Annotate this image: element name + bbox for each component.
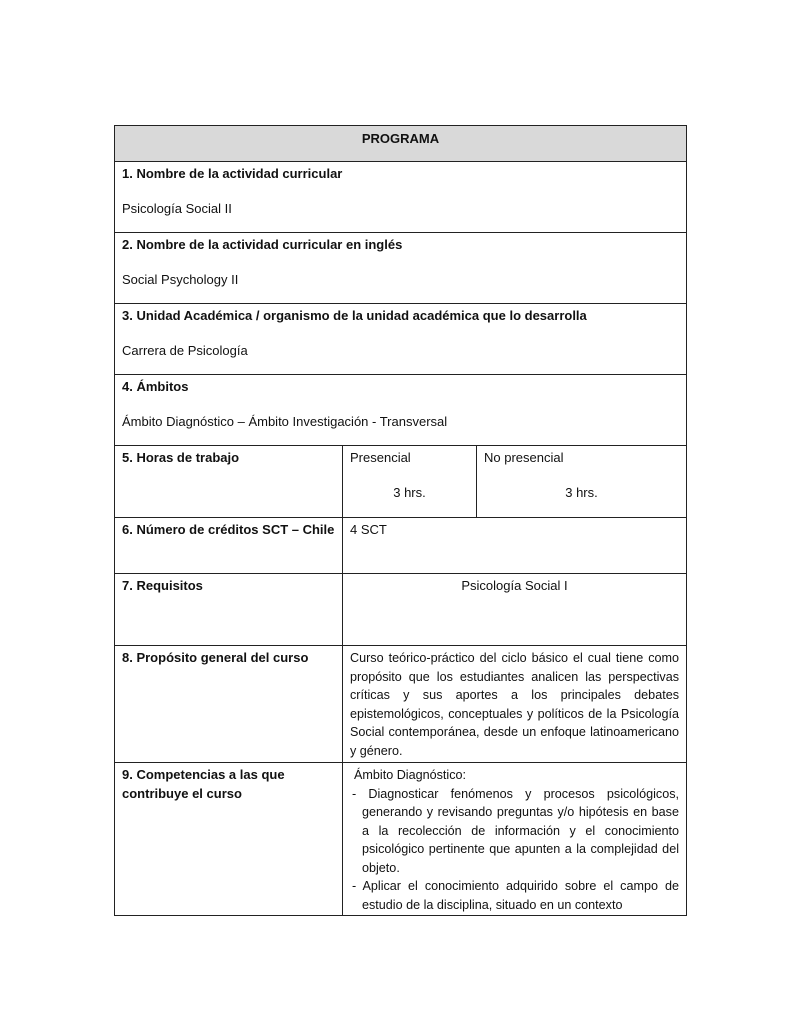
row-value: Social Psychology II: [122, 271, 239, 287]
competency-heading: Ámbito Diagnóstico:: [354, 768, 466, 782]
row-label: 4. Ámbitos: [122, 379, 189, 394]
no-presencial-label: No presencial: [484, 450, 564, 465]
row-value: Curso teórico-práctico del ciclo básico el cual tiene como propósito que los estudiantes analicen las perspectivas críticas y sus aportes a los principales debates epistemológicos, conceptuales y políticos de la Psicología Social contemporánea, desde un enfoque latinoamericano y género.: [350, 651, 679, 758]
row-requirements-label: [114, 573, 343, 646]
row-label: 2. Nombre de la actividad curricular en inglés: [122, 237, 403, 252]
row-purpose-value: [342, 645, 687, 763]
row-work-hours-label: [114, 445, 343, 518]
row-value: Psicología Social I: [461, 578, 568, 593]
row-label: 5. Horas de trabajo: [122, 450, 240, 465]
no-presencial-cell: [476, 445, 687, 518]
row-label: 8. Propósito general del curso: [122, 650, 309, 665]
row-label: 6. Número de créditos SCT – Chile: [122, 522, 335, 537]
row-purpose-label: [114, 645, 343, 763]
row-scopes: [114, 374, 687, 446]
row-competencies-label: [114, 762, 343, 916]
presencial-value: 3 hrs.: [393, 484, 426, 500]
no-presencial-value: 3 hrs.: [565, 484, 598, 500]
row-value: Psicología Social II: [122, 200, 232, 216]
presencial-cell: [342, 445, 477, 518]
row-activity-name: [114, 161, 687, 233]
row-competencies-value: [342, 762, 687, 916]
row-label: 3. Unidad Académica / organismo de la unidad académica que lo desarrolla: [122, 308, 587, 323]
row-label: 1. Nombre de la actividad curricular: [122, 166, 343, 181]
row-value: Ámbito Diagnóstico – Ámbito Investigación - Transversal: [122, 413, 448, 429]
row-credits-value: [342, 517, 687, 574]
presencial-label: Presencial: [350, 450, 411, 465]
row-requirements-value: [342, 573, 687, 646]
table-header: [114, 125, 687, 162]
row-value: 4 SCT: [350, 522, 387, 537]
list-item: - Diagnosticar fenómenos y procesos psicológicos, generando y revisando preguntas y/o hipótesis en base a la recolección de información y el conocimiento psicológico pertinente que apunten a la complejidad del objeto.: [352, 786, 679, 875]
row-value: Carrera de Psicología: [122, 342, 248, 358]
list-item: - Aplicar el conocimiento adquirido sobre el campo de estudio de la disciplina, situado en un contexto: [352, 879, 679, 912]
row-academic-unit: [114, 303, 687, 375]
row-activity-name-english: [114, 232, 687, 304]
header-title: PROGRAMA: [361, 131, 440, 146]
row-label: 9. Competencias a las que contribuye el curso: [122, 767, 285, 801]
row-credits-label: [114, 517, 343, 574]
row-label: 7. Requisitos: [122, 578, 203, 593]
competency-list: [350, 785, 679, 915]
